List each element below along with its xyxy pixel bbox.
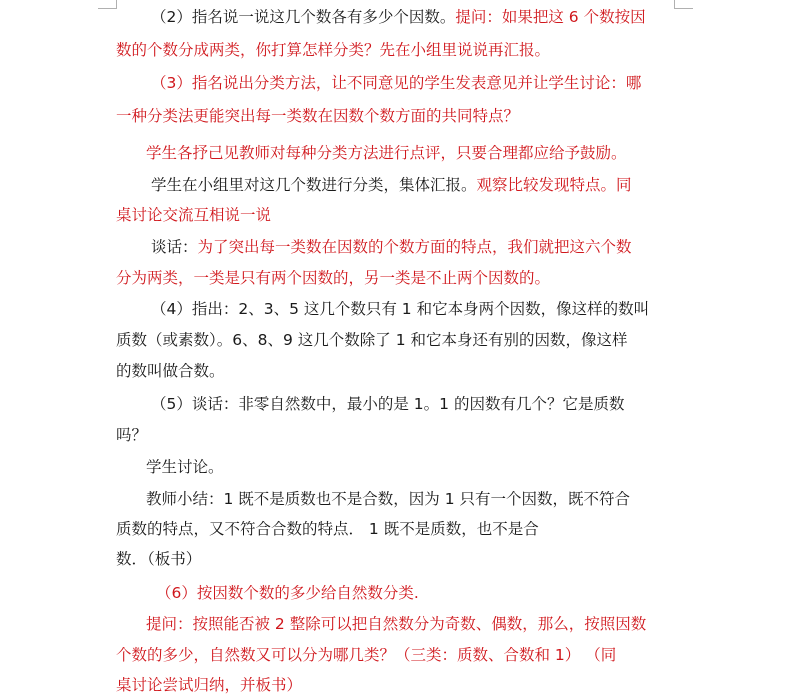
text-run: （4）指出：2、3、5 这几个数只有 1 和它本身两个因数，像这样的数叫 (151, 300, 650, 318)
text-line (116, 548, 201, 570)
text-line (116, 644, 616, 666)
text-run: 数的个数分成两类，你打算怎样分类？先在小组里说说再汇报。 (116, 41, 551, 59)
text-run: 质数（或素数）。6、8、9 这几个数除了 1 和它本身还有别的因数，像这样 (116, 331, 628, 349)
text-run: 桌讨论尝试归纳，并板书） (116, 676, 303, 694)
text-run: （5）谈话：非零自然数中，最小的是 1。1 的因数有几个？它是质数 (151, 395, 625, 413)
text-line (151, 298, 649, 320)
text-run: 吗？ (116, 426, 148, 444)
text-line (151, 236, 632, 258)
page-corner-mark-right (674, 0, 693, 9)
text-run: 桌讨论交流互相说一说 (116, 206, 272, 224)
text-line (146, 456, 224, 478)
text-run: 提问：按照能否被 2 整除可以把自然数分为奇数、偶数，那么，按照因数 (146, 615, 647, 633)
text-line (146, 142, 627, 164)
text-line (116, 204, 271, 226)
page-corner-mark-left (98, 0, 117, 9)
text-run: 质数的特点，又不符合合数的特点． 1 既不是质数，也不是合 (116, 520, 539, 538)
text-line (116, 674, 302, 696)
text-line (151, 72, 641, 94)
text-run: （2）指名说一说这几个数各有多少个因数。 (151, 8, 456, 26)
text-run: 学生在小组里对这几个数进行分类，集体汇报。 (151, 176, 477, 194)
text-run: 学生讨论。 (146, 458, 224, 476)
text-line (116, 424, 147, 446)
text-line (116, 329, 627, 351)
text-run: 学生各抒己见教师对每种分类方法进行点评，只要合理都应给予鼓励。 (146, 144, 627, 162)
text-run: （3）指名说出分类方法，让不同意见的学生发表意见并让学生讨论：哪 (151, 74, 642, 92)
text-line (116, 105, 519, 127)
text-line (151, 6, 646, 28)
text-line (151, 393, 624, 415)
text-run: 一种分类法更能突出每一类数在因数个数方面的共同特点？ (116, 107, 520, 125)
text-run: 的数叫做合数。 (116, 362, 225, 380)
text-line (116, 518, 539, 540)
text-run: 个数的多少，自然数又可以分为哪几类？（三类：质数、合数和 1） （同 (116, 646, 617, 664)
text-run: （6）按因数个数的多少给自然数分类. (156, 584, 419, 602)
text-run: 教师小结：1 既不是质数也不是合数，因为 1 只有一个因数，既不符合 (146, 490, 631, 508)
text-line (116, 39, 550, 61)
text-run: 为了突出每一类数在因数的个数方面的特点，我们就把这六个数 (197, 238, 632, 256)
text-run: 观察比较发现特点。同 (476, 176, 632, 194)
text-run: 数．（板书） (116, 550, 202, 568)
text-run: 分为两类，一类是只有两个因数的，另一类是不止两个因数的。 (116, 269, 551, 287)
text-line (116, 267, 550, 289)
text-run: 提问：如果把这 6 个数按因 (455, 8, 646, 26)
text-line (146, 488, 630, 510)
text-run: 谈话： (151, 238, 198, 256)
text-line (116, 360, 225, 382)
text-line (151, 174, 632, 196)
text-line (146, 613, 646, 635)
text-line (156, 582, 419, 604)
